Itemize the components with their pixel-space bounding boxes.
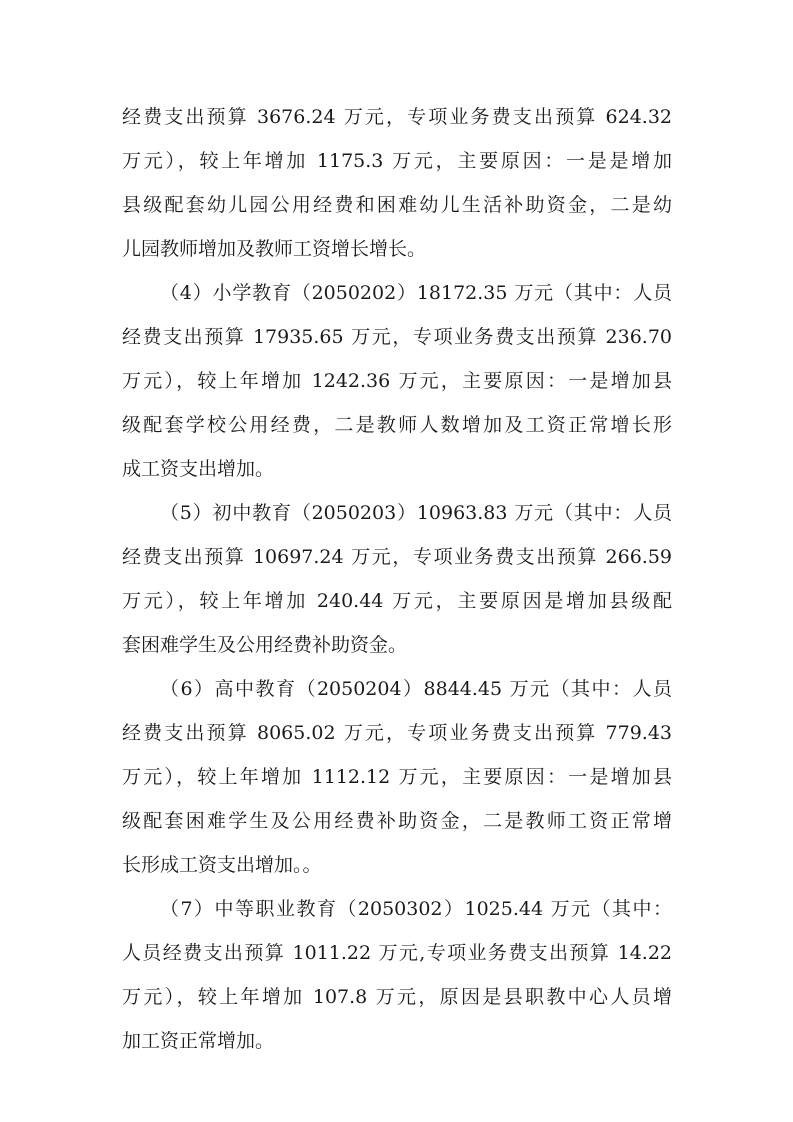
text-line: 成工资支出增加。 <box>122 458 275 480</box>
text-line: 万元），较上年增加 1175.3 万元，主要原因：一是是增加 <box>122 150 672 172</box>
text-line: 人员经费支出预算 1011.22 万元,专项业务费支出预算 14.22 <box>122 942 672 964</box>
text-line: 长形成工资支出增加。。 <box>122 854 322 876</box>
paragraph-heading-line: （7）中等职业教育（2050302）1025.44 万元（其中： <box>160 898 672 920</box>
text-line: 万元），较上年增加 240.44 万元，主要原因是增加县级配 <box>122 590 672 612</box>
text-line: 级配套困难学生及公用经费补助资金，二是教师工资正常增 <box>122 810 672 832</box>
text-line: 级配套学校公用经费，二是教师人数增加及工资正常增长形 <box>122 414 672 436</box>
text-line: 套困难学生及公用经费补助资金。 <box>122 634 408 656</box>
text-line: 县级配套幼儿园公用经费和困难幼儿生活补助资金，二是幼 <box>122 194 672 216</box>
text-line: 经费支出预算 10697.24 万元，专项业务费支出预算 266.59 <box>122 546 672 568</box>
text-line: 万元），较上年增加 1112.12 万元，主要原因：一是增加县 <box>122 766 672 788</box>
text-line: 经费支出预算 3676.24 万元，专项业务费支出预算 624.32 <box>122 106 672 128</box>
text-line: 万元），较上年增加 1242.36 万元，主要原因：一是增加县 <box>122 370 672 392</box>
text-line: 加工资正常增加。 <box>122 1030 275 1052</box>
text-line: 经费支出预算 8065.02 万元，专项业务费支出预算 779.43 <box>122 722 672 744</box>
text-line: 儿园教师增加及教师工资增长增长。 <box>122 238 427 260</box>
text-line: 经费支出预算 17935.65 万元，专项业务费支出预算 236.70 <box>122 326 672 348</box>
text-line: 万元），较上年增加 107.8 万元，原因是县职教中心人员增 <box>122 986 672 1008</box>
paragraph-heading-line: （6）高中教育（2050204）8844.45 万元（其中：人员 <box>160 678 672 700</box>
paragraph-heading-line: （4）小学教育（2050202）18172.35 万元（其中：人员 <box>160 282 672 304</box>
paragraph-heading-line: （5）初中教育（2050203）10963.83 万元（其中：人员 <box>160 502 672 524</box>
